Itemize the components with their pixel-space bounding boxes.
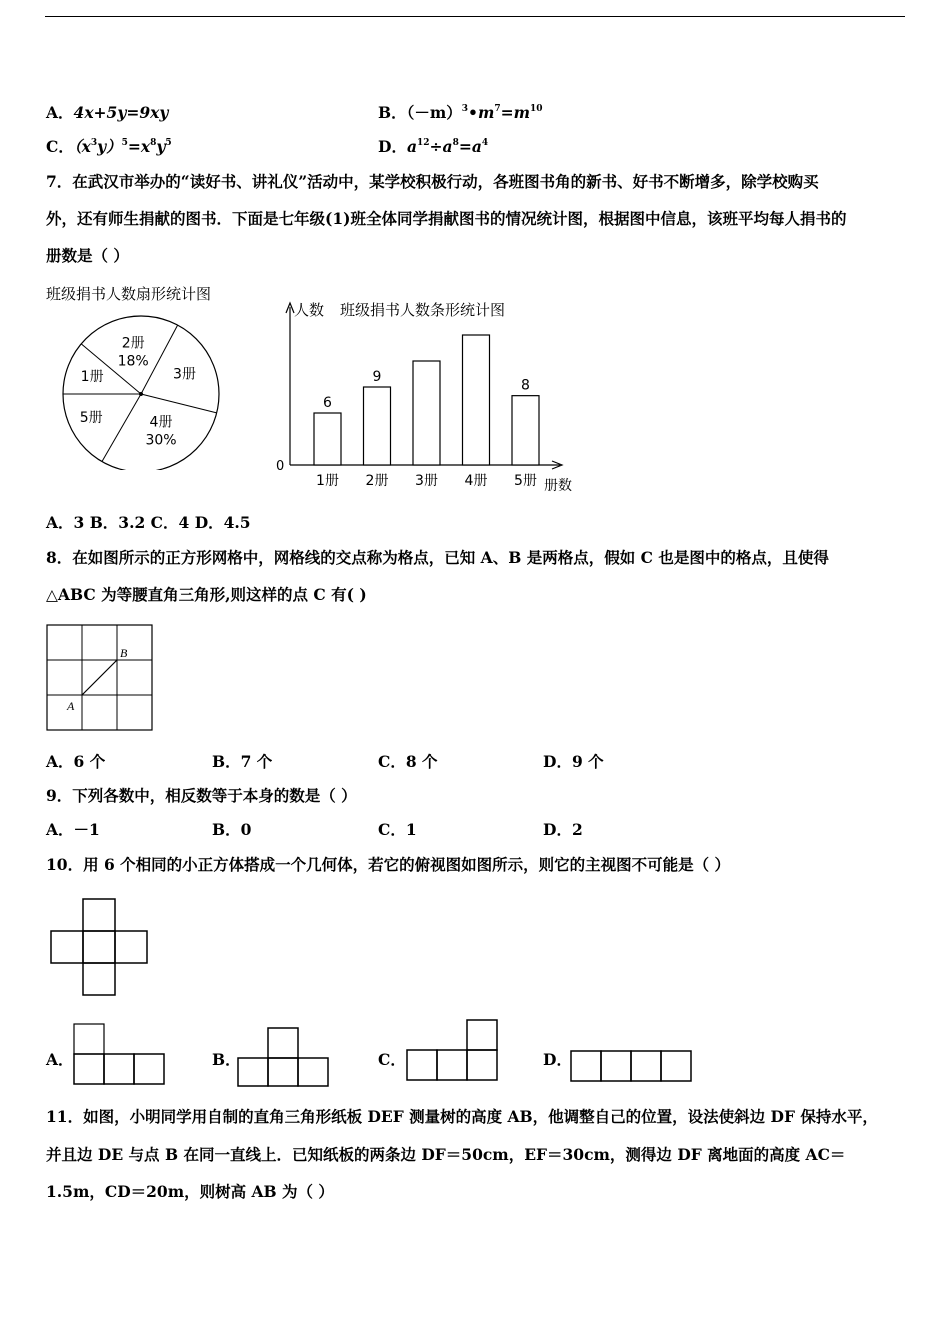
q11-text-line2: 并且边 DE 与点 B 在同一直线上．已知纸板的两条边 DF＝50cm，EF＝30cm，测得边 DF 离地面的高度 AC＝ xyxy=(46,1145,846,1164)
bar-value-label-2: 9 xyxy=(372,369,382,385)
q10-option-b-figure xyxy=(236,1026,332,1090)
q9-text: 9．下列各数中，相反数等于本身的数是（ ） xyxy=(46,786,357,805)
q6-option-c: C．$(x^3y)^5=x^8y^5$ xyxy=(46,137,172,156)
q8-option-b: B．7 个 xyxy=(212,752,273,771)
q6-option-b: B．$(-m)^3•m^7=m^{10}$ xyxy=(378,103,543,122)
pie-divider-3 xyxy=(102,394,141,462)
q9-option-c: C．1 xyxy=(378,820,417,839)
bar-origin-label: 0 xyxy=(276,459,285,474)
bar-x-axis-label: 册数 xyxy=(544,478,572,494)
q7-text-line3: 册数是（ ） xyxy=(46,246,129,265)
pie-slice-label-5: 5册 xyxy=(79,410,103,427)
q10-text: 10．用 6 个相同的小正方体搭成一个几何体，若它的俯视图如图所示，则它的主视图不可能是（ ） xyxy=(46,855,731,874)
q8-option-c: C．8 个 xyxy=(378,752,438,771)
bar-value-label-5: 8 xyxy=(521,377,530,394)
q7-text-line1: 7．在武汉市举办的“读好书、讲礼仪”活动中，某学校积极行动，各班图书角的新书、好书不断增多，除学校购买 xyxy=(46,172,819,191)
bar-category-label-3: 3册 xyxy=(415,473,438,489)
pie-slice-label-1: 1册 xyxy=(80,369,104,386)
top-view-figure xyxy=(45,893,155,1001)
q8-option-a: A．6 个 xyxy=(46,752,106,771)
header-rule xyxy=(45,16,905,17)
q10-option-c-figure xyxy=(404,1018,502,1084)
bar-2 xyxy=(364,387,391,465)
pie-slice-label-4: 4册 xyxy=(149,414,173,431)
bar-category-label-4: 4册 xyxy=(464,473,488,489)
point-b-label: B xyxy=(120,646,128,660)
bar-value-label-1: 6 xyxy=(323,395,332,411)
q8-text-line2: △ABC 为等腰直角三角形,则这样的点 C 有( ) xyxy=(46,585,367,604)
pie-divider-2 xyxy=(141,394,217,413)
pie-center-dot xyxy=(139,392,143,396)
q10-option-a-label: A． xyxy=(46,1050,74,1069)
q10-option-b-label: B． xyxy=(212,1050,241,1069)
point-a-label: A xyxy=(67,699,75,713)
q10-option-a-figure xyxy=(72,1022,168,1088)
bar-chart-title: 班级捐书人数条形统计图 xyxy=(340,301,506,319)
pie-chart xyxy=(55,310,230,470)
bar-4 xyxy=(463,335,490,465)
segment-ab xyxy=(82,660,117,695)
q10-option-d-figure xyxy=(569,1049,695,1085)
q8-text-line1: 8．在如图所示的正方形网格中，网格线的交点称为格点，已知 A、B 是两格点，假如 C 也是图中的格点，且使得 xyxy=(46,548,829,567)
square-grid-figure xyxy=(46,624,156,734)
q9-option-d: D．2 xyxy=(543,820,583,839)
bar-y-axis-label: 人数 xyxy=(294,301,325,319)
pie-slice-label-3: 3册 xyxy=(173,366,196,383)
bar-category-label-5: 5册 xyxy=(514,473,537,489)
bar-1 xyxy=(314,413,341,465)
bar-5 xyxy=(512,396,539,465)
q10-option-d-label: D． xyxy=(543,1050,572,1069)
q6-option-d: D．$a^{12}\div a^8=a^4$ xyxy=(378,137,489,156)
q11-text-line3: 1.5m，CD＝20m，则树高 AB 为（ ） xyxy=(46,1182,334,1201)
pie-chart-title: 班级捐书人数扇形统计图 xyxy=(46,285,212,303)
q7-options: A．3 B．3.2 C．4 D．4.5 xyxy=(46,513,251,532)
bar-3 xyxy=(413,361,440,465)
pie-slice-label-2: 2册 xyxy=(121,335,145,352)
bar-category-label-1: 1册 xyxy=(316,473,339,489)
q9-option-a: A．－1 xyxy=(46,820,100,839)
bar-chart xyxy=(268,295,588,500)
pie-slice-percent-4: 30% xyxy=(145,432,177,449)
q6-option-a: A．4x+5y=9xy xyxy=(46,103,169,122)
q11-text-line1: 11．如图，小明同学用自制的直角三角形纸板 DEF 测量树的高度 AB，他调整自己的位置，设法使斜边 DF 保持水平， xyxy=(46,1107,878,1126)
q10-option-c-label: C． xyxy=(378,1050,406,1069)
q9-option-b: B．0 xyxy=(212,820,252,839)
q7-text-line2: 外，还有师生捐献的图书．下面是七年级(1)班全体同学捐献图书的情况统计图，根据图中信息，该班平均每人捐书的 xyxy=(46,209,847,228)
q8-option-d: D．9 个 xyxy=(543,752,604,771)
bar-category-label-2: 2册 xyxy=(365,473,389,489)
pie-slice-percent-2: 18% xyxy=(117,353,149,370)
